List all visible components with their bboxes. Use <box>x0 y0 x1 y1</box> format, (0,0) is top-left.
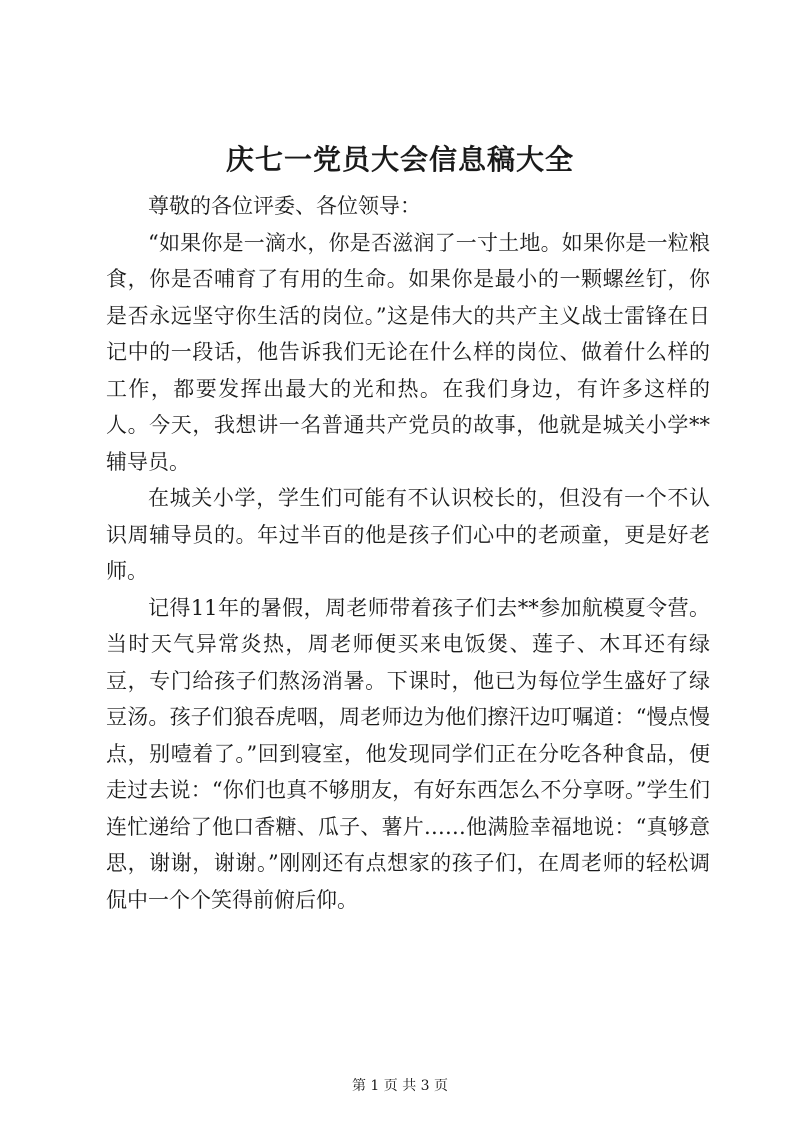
body-paragraph: 记得11年的暑假，周老师带着孩子们去**参加航模夏令营。当时天气异常炎热，周老师便买来电饭煲、莲子、木耳还有绿豆，专门给孩子们熬汤消暑。下课时，他已为每位学生盛好了绿豆汤。孩子们狼吞虎咽，周老师边为他们擦汗边叮嘱道：“慢点慢点，别噎着了。”回到寝室，他发现同学们正在分吃各种食品，便走过去说：“你们也真不够朋友，有好东西怎么不分享呀。”学生们连忙递给了他口香糖、瓜子、薯片……他满脸幸福地说：“真够意思，谢谢，谢谢。”刚刚还有点想家的孩子们，在周老师的轻松调侃中一个个笑得前俯后仰。 <box>106 595 710 912</box>
salutation-paragraph: 尊敬的各位评委、各位领导： <box>148 194 421 218</box>
page-footer: 第 1 页 共 3 页 <box>351 1078 449 1094</box>
document-body <box>106 188 710 918</box>
document-title: 庆七一党员大会信息稿大全 <box>225 143 574 176</box>
body-paragraph: 在城关小学，学生们可能有不认识校长的，但没有一个不认识周辅导员的。年过半百的他是孩子们心中的老顽童，更是好老师。 <box>106 486 710 583</box>
body-paragraph: “如果你是一滴水，你是否滋润了一寸土地。如果你是一粒粮食，你是否哺育了有用的生命。如果你是最小的一颗螺丝钉，你是否永远坚守你生活的岗位。”这是伟大的共产主义战士雷锋在日记中的一段话，他告诉我们无论在什么样的岗位、做着什么样的工作，都要发挥出最大的光和热。在我们身边，有许多这样的人。今天，我想讲一名普通共产党员的故事，他就是城关小学**辅导员。 <box>106 230 710 474</box>
